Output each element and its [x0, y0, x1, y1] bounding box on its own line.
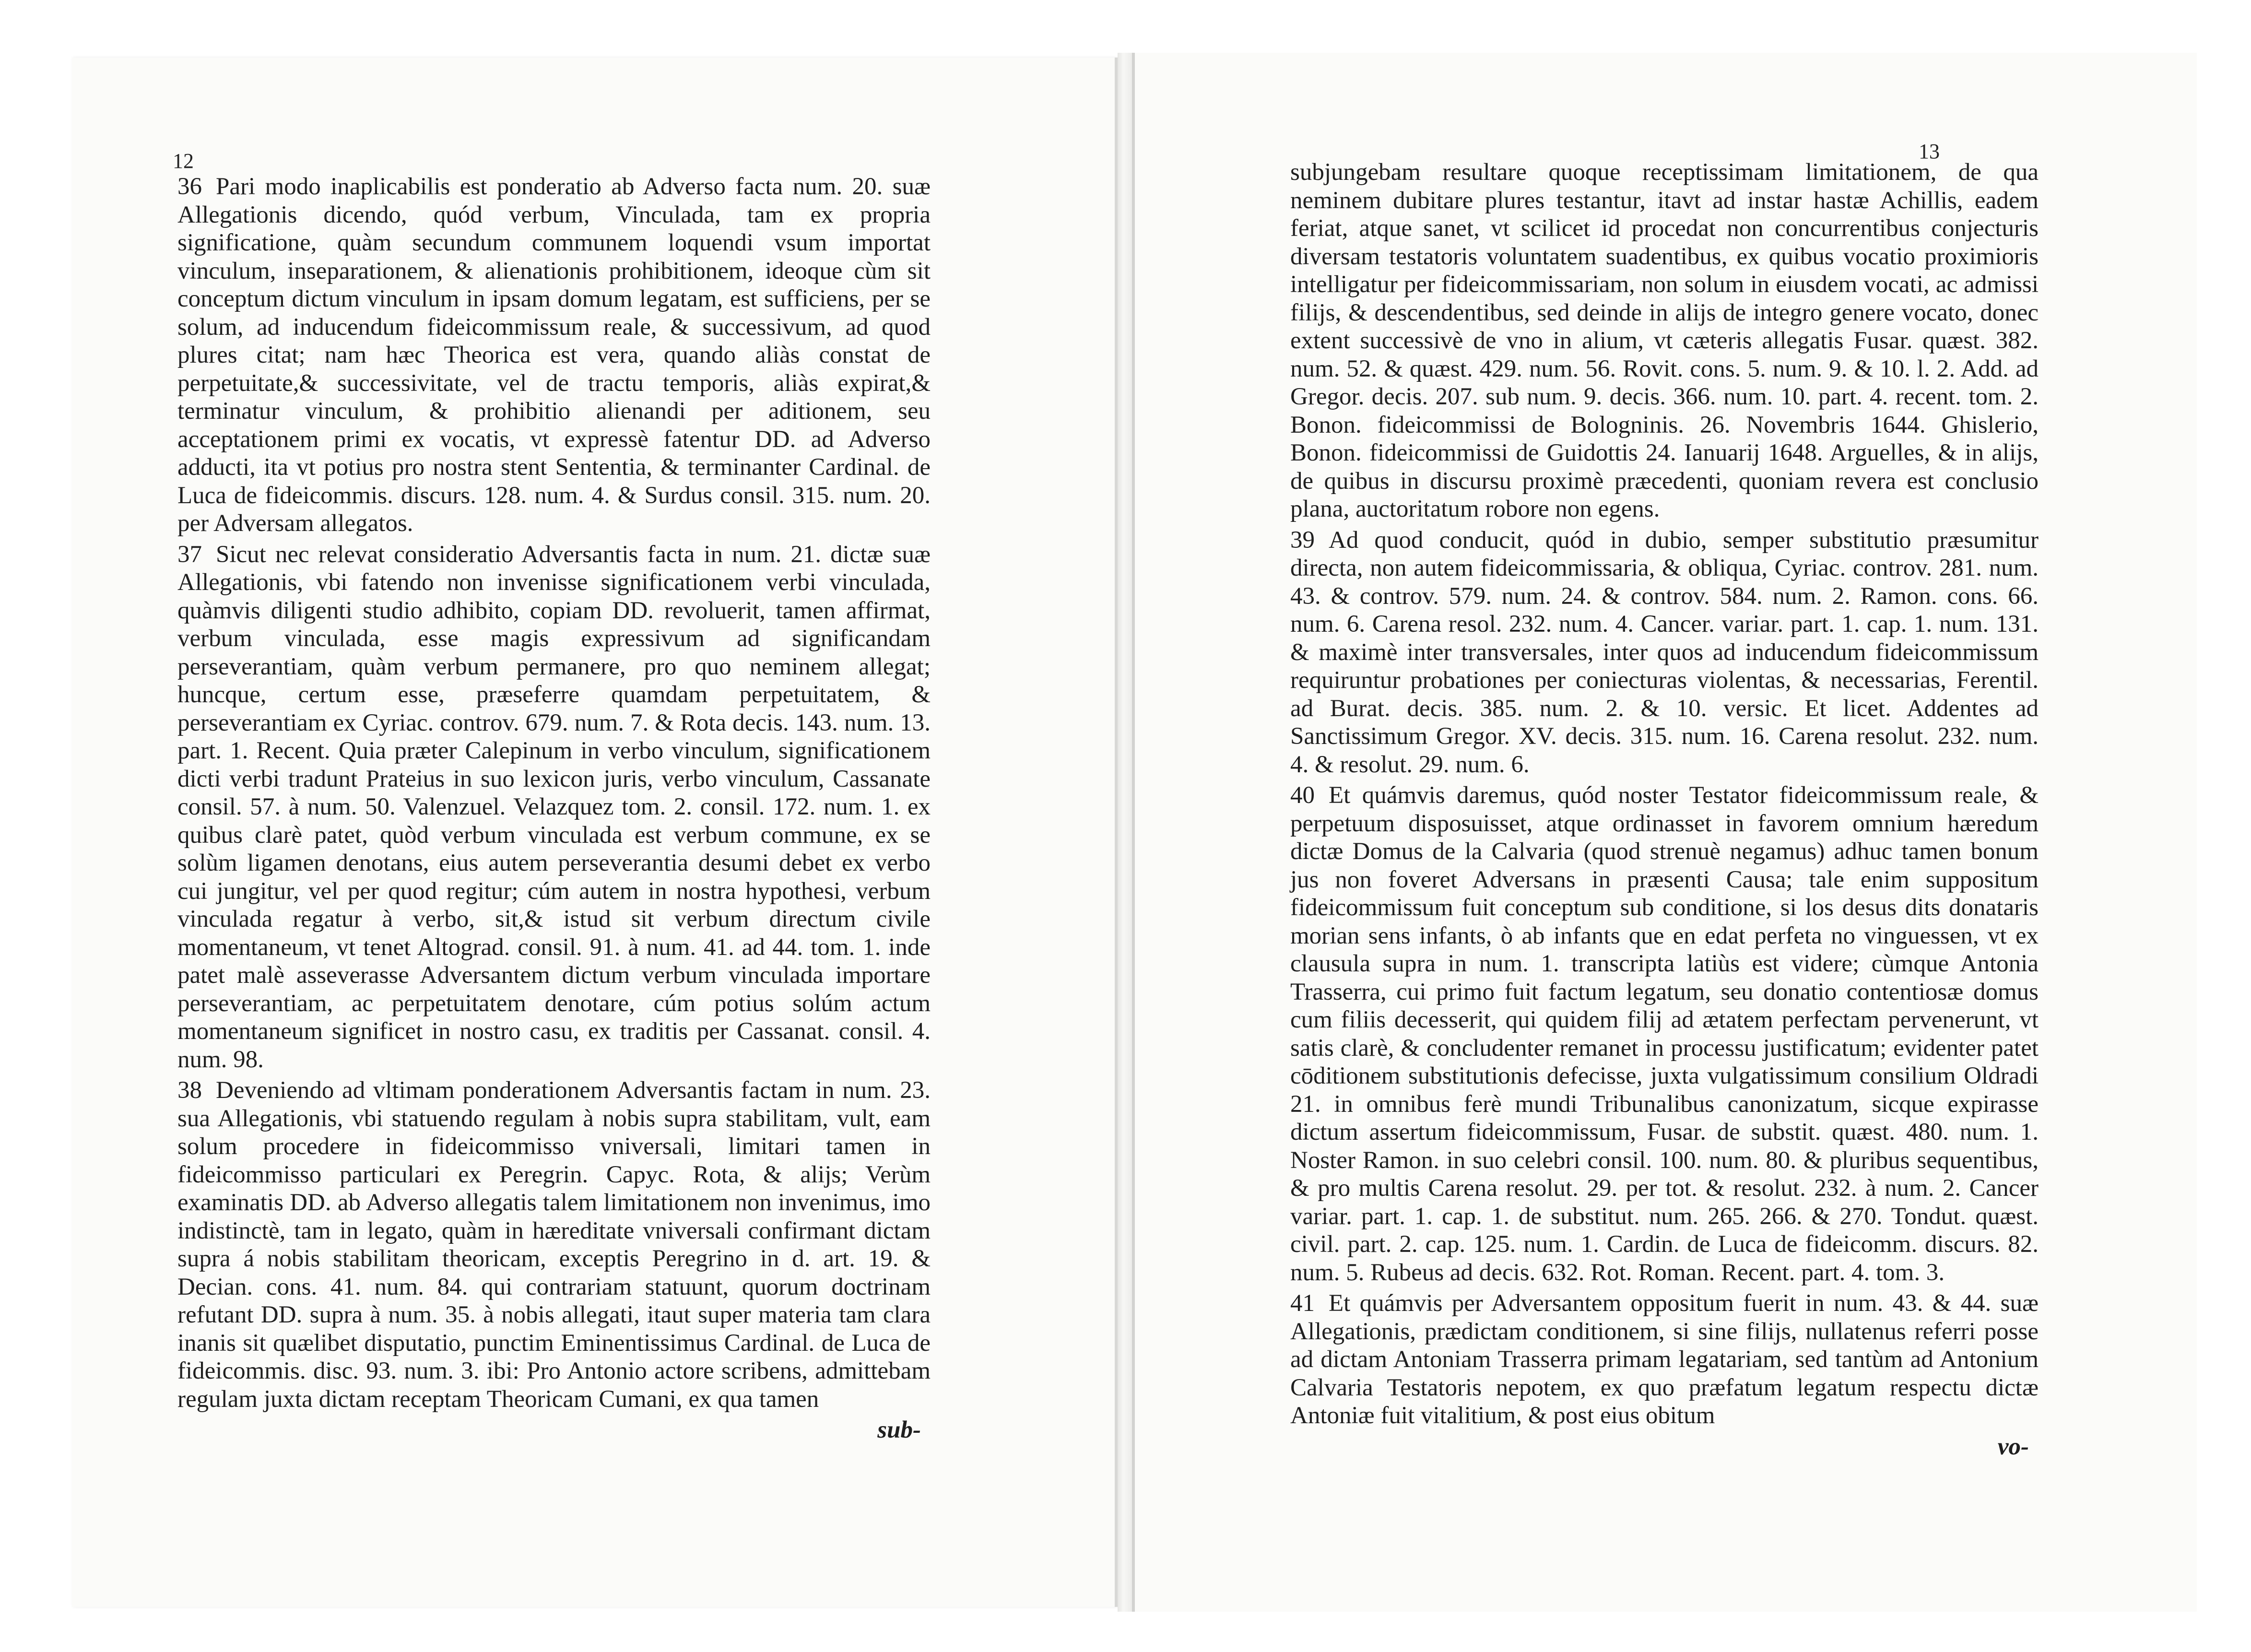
paragraph-number: 36	[177, 173, 202, 200]
book-gutter	[1118, 53, 1132, 1612]
paragraph-text: Deveniendo ad vltimam ponderationem Adversantis factam in num. 23. sua Allegationis, vbi statuendo regulam à nobis supra stabilitam, vult, eam solum procedere in fideicommisso vniversali, limitari tamen in fideicommisso particulari ex Peregrin. Capyc. Rota, & alijs; Verùm examinatis DD. ab Adverso allegatis talem limitationem non invenimus, imo indistinctè, tam in legato, quàm in hæreditate vniversali confirmant dictam supra á nobis stabilitam theoricam, exceptis Peregrino in d. art. 19. & Decian. cons. 41. num. 84. qui contrariam statuunt, quorum doctrinam refutant DD. supra à num. 35. à nobis allegati, itaut super materia tam clara inanis sit quælibet disputatio, punctim Eminentissimus Cardinal. de Luca de fideicommis. disc. 93. num. 3. ibi: Pro Antonio actore scribens, admittebam regulam juxta dictam receptam Theoricam Cumani, ex qua tamen	[177, 1077, 931, 1413]
paragraph-37	[177, 541, 931, 1074]
paragraph-text: Sicut nec relevat consideratio Adversantis facta in num. 21. dictæ suæ Allegationis, vbi fatendo non invenisse significationem verbi vinculada, quàmvis diligenti studio adhibito, copiam DD. revoluerit, tamen affirmat, verbum vinculada, esse magis expressivum ad significandam perseverantiam, quàm verbum permanere, pro quo neminem allegat; huncque, certum esse, præseferre quamdam perpetuitatem, & perseverantiam ex Cyriac. controv. 679. num. 7. & Rota decis. 143. num. 13. part. 1. Recent. Quia præter Calepinum in verbo vinculum, significationem dicti verbi tradunt Prateius in suo lexicon juris, verbo vinculum, Cassanate consil. 57. à num. 50. Valenzuel. Velazquez tom. 2. consil. 172. num. 1. ex quibus clarè patet, quòd verbum vinculada est verbum commune, ex se solùm ligamen denotans, eius autem perseverantia desumi debet ex verbo cui jungitur, vel per quod regitur; cúm autem in nostra hypothesi, verbum vinculada regatur à verbo, sit,& istud sit verbum directum civile momentaneum, vt tenet Altograd. consil. 91. à num. 41. ad 44. tom. 1. inde patet malè asseverasse Adversantem dictum verbum vinculada importare perseverantiam, ac perpetuitatem denotare, cúm potius solúm actum momentaneum significet in nostro casu, ex traditis per Cassanat. consil. 4. num. 98.	[177, 541, 931, 1073]
paragraph-number: 40	[1290, 782, 1315, 809]
paragraph-number: 41	[1290, 1290, 1315, 1317]
left-catchword: sub-	[877, 1416, 921, 1443]
paragraph-text: Et quámvis daremus, quód noster Testator fideicommissum reale, & perpetuum disposuisset, atque ordinasset in favorem omnium hæredum dictæ Domus de la Calvaria (quod strenuè negamus) adhuc tamen bonum jus non foveret Adversans in præsenti Causa; tale enim suppositum fideicommissum fuit conceptum sub conditione, si los desus dits donataris morian sens infants, ò ab infants que en edat perfeta no vinguessen, vt ex clausula supra in num. 1. transcripta latiùs est videre; cùmque Antonia Trasserra, cui primo fuit factum legatum, seu donatio contentiosæ domus cum filiis decesserit, qui quidem filij ad ætatem perfectam pervenerunt, vt satis clarè, & concludenter remanet in processu justificatum; evidenter patet cōditionem substitutionis defecisse, juxta vulgatissimum consilium Oldradi 21. in omnibus ferè mundi Tribunalibus canonizatum, sicque expirasse dictum assertum fideicommissum, Fusar. de substit. quæst. 480. num. 1. Noster Ramon. in suo celebri consil. 100. num. 80. & pluribus sequentibus, & pro multis Carena resolut. 29. per tot. & resolut. 232. à num. 2. Cancer variar. part. 1. cap. 1. de substitut. num. 265. 266. & 270. Tondut. quæst. civil. part. 2. cap. 125. num. 1. Cardin. de Luca de fideicomm. discurs. 82. num. 5. Rubeus ad decis. 632. Rot. Roman. Recent. part. 4. tom. 3.	[1290, 782, 2039, 1286]
paragraph-38	[177, 1076, 931, 1413]
left-page-number: 12	[173, 149, 194, 173]
paragraph-number: 39	[1290, 526, 1315, 554]
paragraph-text: Pari modo inaplicabilis est ponderatio ab Adverso facta num. 20. suæ Allegationis dicendo, quód verbum, Vinculada, tam ex propria significatione, quàm secundum communem loquendi vsum importat vinculum, inseparationem, & alienationis prohibitionem, ideoque cùm sit conceptum dictum vinculum in ipsam domum legatam, est sufficiens, per se solum, ad inducendum fideicommissum reale, & successivum, ad quod plures citat; nam hæc Theorica est vera, quando aliàs constat de perpetuitate,& successivitate, vel de tractu temporis, aliàs expirat,& terminatur vinculum, & prohibitio alienandi per aditionem, seu acceptationem primi ex vocatis, vt expressè fatentur DD. ad Adverso adducti, ita vt potius pro nostra stent Sententia, & terminanter Cardinal. de Luca de fideicommis. discurs. 128. num. 4. & Surdus consil. 315. num. 20. per Adversam allegatos.	[177, 173, 931, 537]
right-page-text	[1290, 158, 2039, 1461]
paragraph-text: Et quámvis per Adversantem oppositum fuerit in num. 43. & 44. suæ Allegationis, prædictam conditionem, si sine filijs, nullatenus referri posse ad dictam Antoniam Trasserra primam legatariam, sed tantùm ad Antonium Calvaria Testatoris nepotem, ex quo præfatum legatum respectu dictæ Antoniæ fuit vitalitium, & post eius obitum	[1290, 1290, 2039, 1429]
right-page-number: 13	[1919, 140, 1940, 163]
paragraph-number: 37	[177, 541, 202, 568]
left-page-text	[177, 173, 931, 1444]
continued-paragraph: subjungebam resultare quoque receptissimam limitationem, de qua neminem dubitare plures testantur, itavt ad instar hastæ Achillis, eadem feriat, atque sanet, vt scilicet id procedat non concurrentibus conjecturis diversam testatoris voluntatem suadentibus, ex quibus vocatio proximioris intelligatur per fideicommissariam, non solum in eiusdem vocati, ac admissi filijs, & descendentibus, sed deinde in alijs de integro genere vocato, donec extent successivè de vno in alium, vt cæteris allegatis Fusar. quæst. 382. num. 52. & quæst. 429. num. 56. Rovit. cons. 5. num. 9. & 10. l. 2. Add. ad Gregor. decis. 207. sub num. 9. decis. 366. num. 10. part. 4. recent. tom. 2. Bonon. fideicommissi de Bologninis. 26. Novembris 1644. Ghislerio, Bonon. fideicommissi de Guidottis 24. Ianuarij 1648. Arguelles, & in alijs, de quibus in discursu proximè præcedenti, quoniam revera est conclusio plana, auctoritatum robore non egens.	[1290, 159, 2039, 522]
right-catchword: vo-	[1997, 1433, 2029, 1460]
paragraph-text: Ad quod conducit, quód in dubio, semper substitutio præsumitur directa, non autem fideicommissaria, & obliqua, Cyriac. controv. 281. num. 43. & controv. 579. num. 24. & controv. 584. num. 2. Ramon. cons. 66. num. 6. Carena resol. 232. num. 4. Cancer. variar. part. 1. cap. 1. num. 131. & maximè inter transversales, inter quos ad inducendum fideicommissum requiruntur probationes per coniecturas violentas, & necessarias, Ferentil. ad Burat. decis. 385. num. 2. & 10. versic. Et licet. Addentes ad Sanctissimum Gregor. XV. decis. 315. num. 16. Carena resolut. 232. num. 4. & resolut. 29. num. 6.	[1290, 526, 2039, 778]
paragraph-number: 38	[177, 1077, 202, 1104]
paragraph-41	[1290, 1289, 2039, 1430]
paragraph-36	[177, 173, 931, 538]
paragraph-40	[1290, 781, 2039, 1286]
paragraph-39	[1290, 526, 2039, 779]
